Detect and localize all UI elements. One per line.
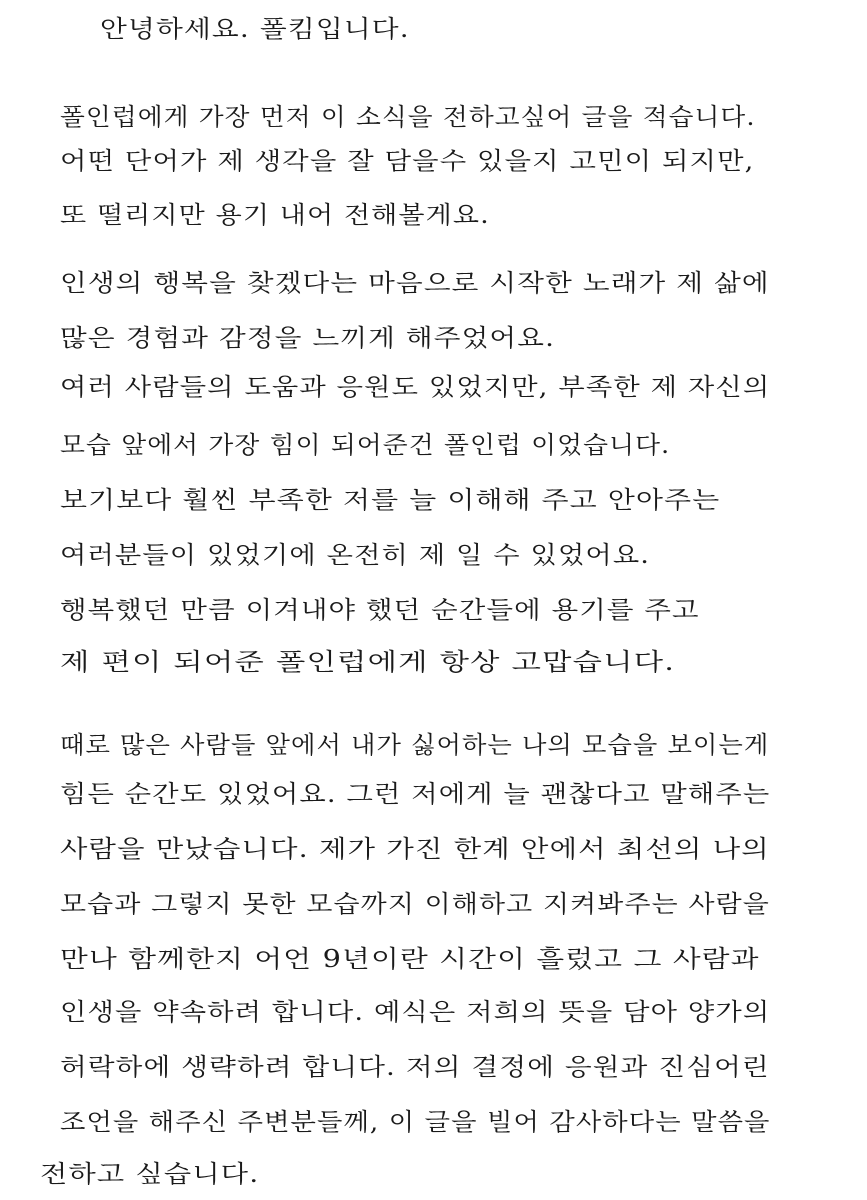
paragraph-line: 또 떨리지만 용기 내어 전해볼게요.: [60, 201, 490, 229]
paragraph-line: 폴인럽에게 가장 먼저 이 소식을 전하고싶어 글을 적습니다.: [60, 103, 756, 131]
paragraph-line: 사람을 만났습니다. 제가 가진 한계 안에서 최선의 나의: [60, 835, 770, 863]
paragraph-line: 인생의 행복을 찾겠다는 마음으로 시작한 노래가 제 삶에: [60, 269, 770, 297]
paragraph-line: 여러분들이 있었기에 온전히 제 일 수 있었어요.: [60, 541, 651, 569]
paragraph-line: 모습과 그렇지 못한 모습까지 이해하고 지켜봐주는 사람을: [60, 890, 770, 918]
paragraph-line: 조언을 해주신 주변분들께, 이 글을 빌어 감사하다는 말씀을: [60, 1108, 771, 1136]
paragraph-line: 인생을 약속하려 합니다. 예식은 저희의 뜻을 담아 양가의: [60, 998, 771, 1026]
paragraph-line: 허락하에 생략하려 합니다. 저의 결정에 응원과 진심어린: [60, 1053, 770, 1081]
paragraph-line: 모습 앞에서 가장 힘이 되어준건 폴인럽 이었습니다.: [60, 431, 671, 459]
paragraph-line: 전하고 싶습니다.: [40, 1160, 260, 1188]
paragraph-line: 여러 사람들의 도움과 응원도 있었지만, 부족한 제 자신의: [60, 373, 771, 401]
paragraph-line: 많은 경험과 감정을 느끼게 해주었어요.: [60, 324, 556, 352]
letter-greeting: 안녕하세요. 폴킴입니다.: [100, 15, 410, 43]
paragraph-line: 만나 함께한지 어언 9년이란 시간이 흘렀고 그 사람과: [60, 945, 760, 973]
paragraph-line: 어떤 단어가 제 생각을 잘 담을수 있을지 고민이 되지만,: [60, 147, 755, 175]
paragraph-line: 행복했던 만큼 이겨내야 했던 순간들에 용기를 주고: [60, 596, 700, 624]
paragraph-line: 보기보다 훨씬 부족한 저를 늘 이해해 주고 안아주는: [60, 486, 721, 514]
paragraph-line: 제 편이 되어준 폴인럽에게 항상 고맙습니다.: [60, 648, 676, 676]
paragraph-line: 힘든 순간도 있었어요. 그런 저에게 늘 괜찮다고 말해주는: [60, 780, 771, 808]
paragraph-line: 때로 많은 사람들 앞에서 내가 싫어하는 나의 모습을 보이는게: [60, 731, 770, 759]
